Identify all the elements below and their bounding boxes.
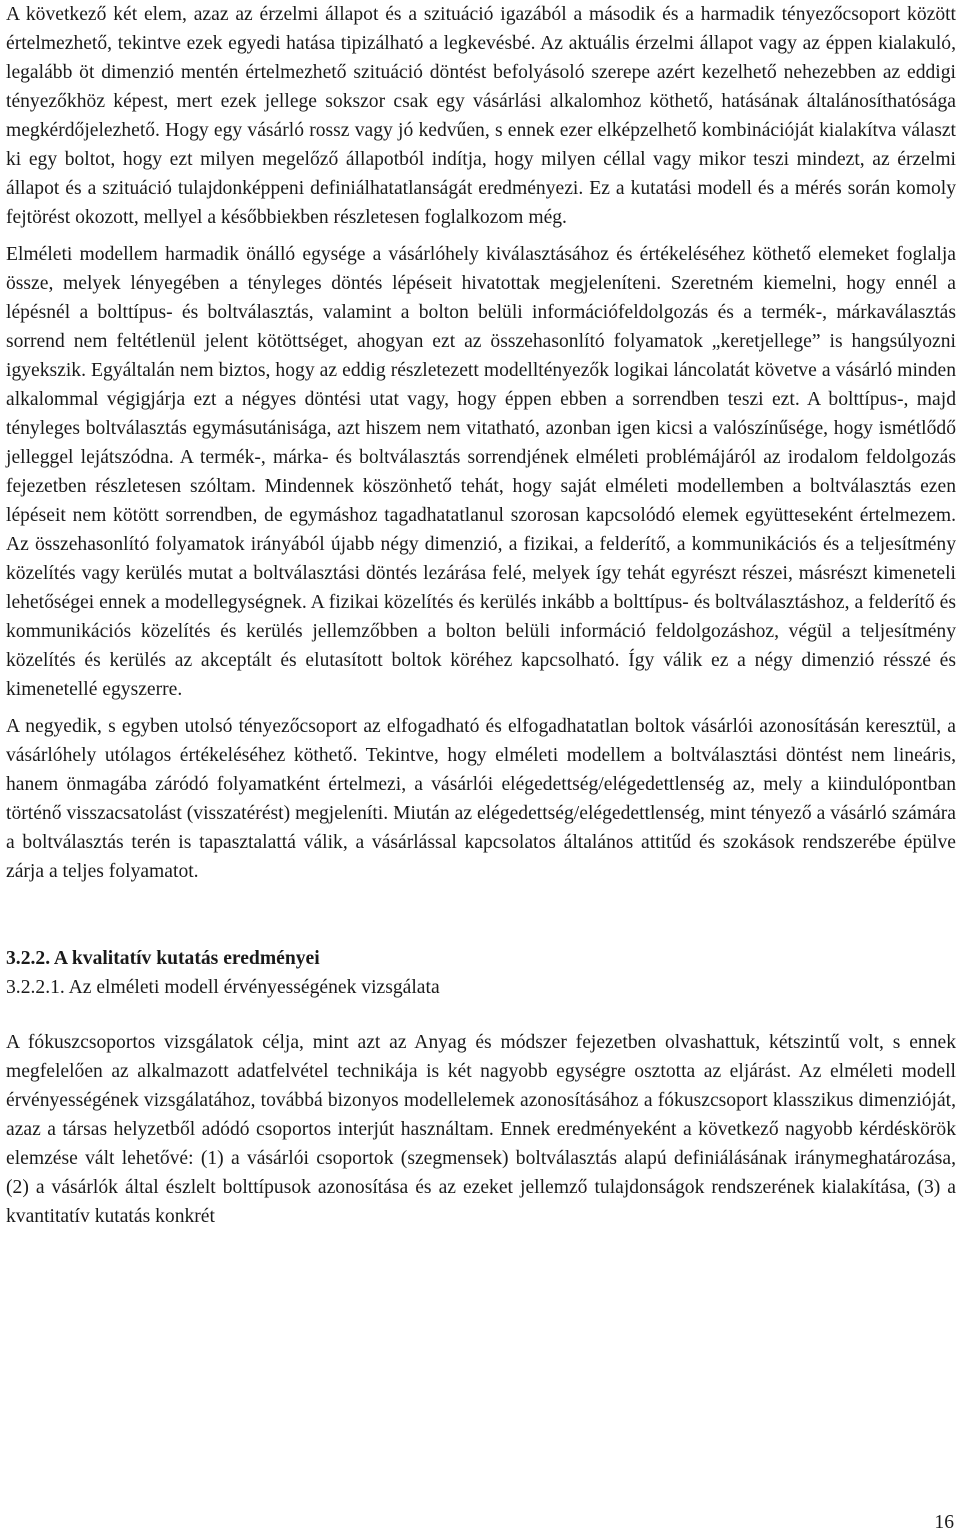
paragraph-emotional-state: A következő két elem, azaz az érzelmi állapot és a szituáció igazából a második és a harmadik tényezőcsoport között értelmezhető, tekintve ezek egyedi hatása tipizálható a legkevésbé. Az aktuális érzelmi állapot vagy az éppen kialakuló, legalább öt dimenzió mentén értelmezhető szituáció döntést befolyásoló szerepe azért kezelhető nehezebben az eddigi tényezőkhöz képest, mert ezek jellege sokszor csak egy vásárlási alkalomhoz köthető, hatásának általánosíthatósága megkérdőjelezhető. Hogy egy vásárló rossz vagy jó kedvűen, s ennek ezer elképzelhető kombinációját kialakítva választ ki egy boltot, hogy ezt milyen megelőző állapotból indítja, hogy milyen céllal vagy mikor teszi mindezt, az érzelmi állapot és a szituáció tulajdonképpeni definiálhatatlanságát eredményezi. Ez a kutatási modell és a mérés során komoly fejtörést okozott, mellyel a későbbiekben részletesen foglalkozom még. bbox=[6, 4, 956, 228]
paragraph-satisfaction: A negyedik, s egyben utolsó tényezőcsoport az elfogadható és elfogadhatatlan boltok vásárlói azonosításán keresztül, a vásárlóhely utólagos értékeléséhez köthető. Tekintve, hogy elméleti modellem a boltválasztási döntést nem lineáris, hanem önmagába záródó folyamatként értelmezi, a vásárlói elégedettség/elégedettlenség az, mely a kiindulópontban történő visszacsatolást (visszatérést) megjeleníti. Miután az elégedettség/elégedettlenség, mint tényező a vásárló számára a boltválasztás terén is tapasztalattá válik, a vásárlással kapcsolatos általános attitűd és szokások rendszerébe épülve zárja a teljes folyamatot. bbox=[6, 716, 956, 882]
subsection-heading: 3.2.2.1. Az elméleti modell érvényességének vizsgálata bbox=[6, 977, 440, 998]
document-page bbox=[6, 0, 956, 1231]
page-number: 16 bbox=[934, 1512, 954, 1533]
paragraph-focus-groups: A fókuszcsoportos vizsgálatok célja, mint azt az Anyag és módszer fejezetben olvashattuk, kétszintű volt, s ennek megfelelően az alkalmazott adatfelvétel technikája is két nagyobb egységre osztotta az eljárást. Az elméleti modell érvényességének vizsgálatához, továbbá bizonyos modellelemek azonosításához a fókuszcsoport klasszikus dimenzióját, azaz a társas helyzetből adódó csoportos interjút használtam. Ennek eredményeként a következő nagyobb kérdéskörök elemzése vált lehetővé: (1) a vásárlói csoportok (szegmensek) boltválasztás alapú definiálásának iránymeghatározása, (2) a vásárlók által észlelt bolttípusok azonosítása és az ezeket jellemző tulajdonságok rendszerének kialakítása, (3) a kvantitatív kutatás konkrét bbox=[6, 1032, 956, 1227]
paragraph-store-selection: Elméleti modellem harmadik önálló egysége a vásárlóhely kiválasztásához és értékeléséhez köthető elemeket foglalja össze, melyek lényegében a tényleges döntés lépéseit hivatottak megjeleníteni. Szeretném kiemelni, hogy ennél a lépésnél a bolttípus- és boltválasztás, valamint a bolton belüli információfeldolgozás és a termék-, márkaválasztás sorrend nem feltétlenül jelent kötöttséget, ahogyan ezt az összehasonlító folyamatok „keretjellege” is hangsúlyozni igyekszik. Egyáltalán nem biztos, hogy az eddig részletezett modelltényezők logikai láncolatát követve a vásárló minden alkalommal végigjárja ezt a négyes döntési utat vagy, hogy éppen ebben a sorrendben teszi ezt. A bolttípus-, majd tényleges boltválasztás egymásutánisága, azt hiszem nem vitatható, azonban igen kicsi a valószínűsége, hogy ismétlődő jelleggel lejátszódna. A termék-, márka- és boltválasztás sorrendjének elméleti problémájáról az irodalom feldolgozás fejezetben részletesen szóltam. Mindennek köszönhető tehát, hogy saját elméleti modellemben a boltválasztás ezen lépéseit nem kötött sorrendben, de egymáshoz tagadhatatlanul szorosan kapcsolódó elemek együtteseként értelmezem. Az összehasonlító folyamatok irányából újabb négy dimenzió, a fizikai, a felderítő, a kommunikációs és a teljesítmény közelítés vagy kerülés mutat a boltválasztási döntés lezárása felé, melyek így tehát egyrészt részei, másrészt kimeneteli lehetőségei ennek a modellegységnek. A fizikai közelítés és kerülés inkább a bolttípus- és boltválasztáshoz, a felderítő és kommunikációs közelítés és kerülés jellemzőbben a bolton belüli információ feldolgozáshoz, végül a teljesítmény közelítés és kerülés az akceptált és elutasított boltok köréhez kapcsolható. Így válik ez a négy dimenzió résszé és kimenetellé egyszerre. bbox=[6, 244, 956, 700]
section-spacer bbox=[6, 886, 956, 944]
heading-gap bbox=[6, 1002, 956, 1028]
section-heading: 3.2.2. A kvalitatív kutatás eredményei bbox=[6, 948, 320, 969]
